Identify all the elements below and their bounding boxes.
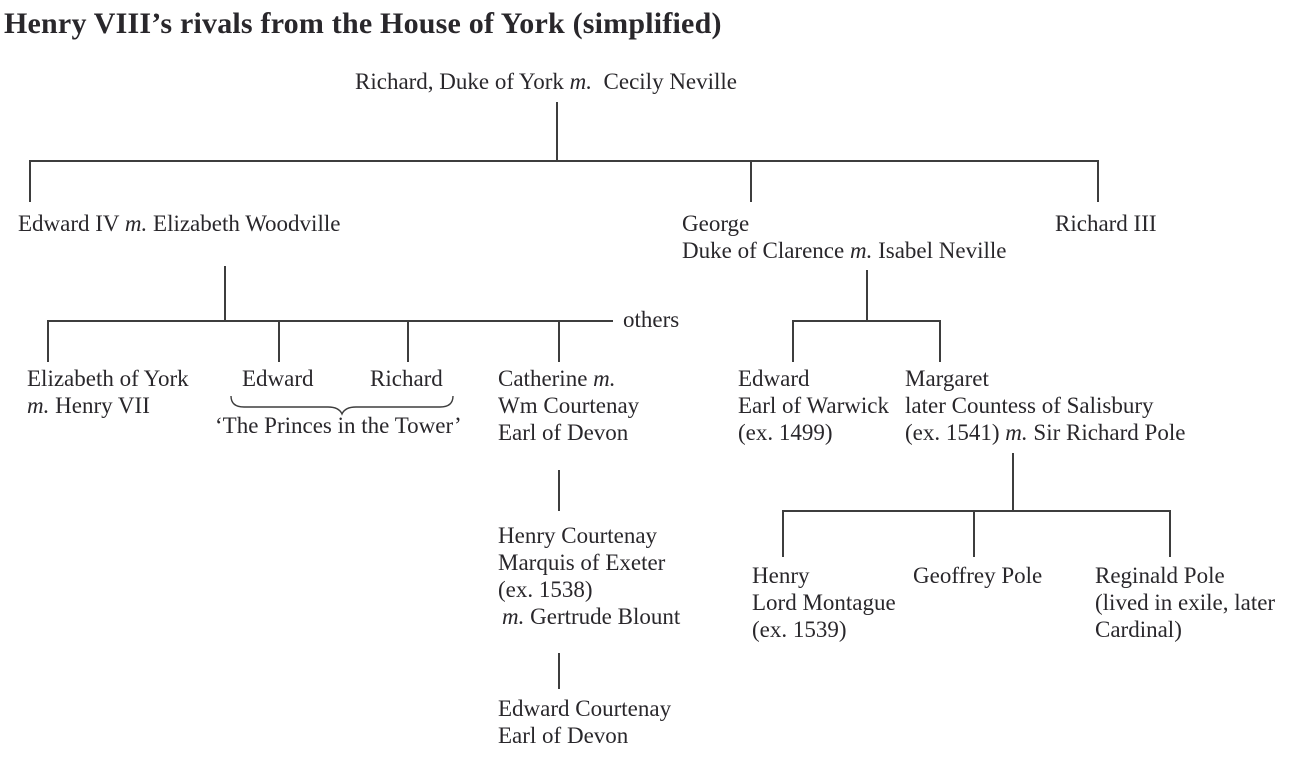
connector-line <box>556 102 558 161</box>
node-edward-earl-of-warwick: Edward Earl of Warwick (ex. 1499) <box>738 366 889 445</box>
node-henry-lord-montague: Henry Lord Montague (ex. 1539) <box>752 563 896 642</box>
connector-line <box>558 653 560 689</box>
connector-line <box>407 320 409 362</box>
label-others: others <box>623 307 680 332</box>
connector-line <box>1012 453 1014 511</box>
node-edward-courtenay: Edward Courtenay Earl of Devon <box>498 696 672 748</box>
connector-line <box>47 320 613 322</box>
connector-line <box>973 510 975 557</box>
node-elizabeth-of-york: Elizabeth of York m. Henry VII <box>27 366 189 418</box>
node-catherine: Catherine m. Wm Courtenay Earl of Devon <box>498 366 640 445</box>
connector-line <box>1169 510 1171 557</box>
node-henry-courtenay: Henry Courtenay Marquis of Exeter (ex. 1538) m. Gertrude Blount <box>498 523 681 629</box>
connector-line <box>558 470 560 511</box>
connector-line <box>278 320 280 362</box>
connector-line <box>750 160 752 202</box>
node-richard-duke-of-york: Richard, Duke of York m. Cecily Neville <box>355 69 738 94</box>
node-reginald-pole: Reginald Pole (lived in exile, later Cardinal) <box>1095 563 1276 642</box>
node-margaret-countess-of-salisbury: Margaret later Countess of Salisbury (ex. 1541) m. Sir Richard Pole <box>905 366 1186 445</box>
page-title: Henry VIII’s rivals from the House of York (simplified) <box>4 7 722 40</box>
node-geoffrey-pole: Geoffrey Pole <box>913 563 1043 588</box>
connector-line <box>866 270 868 321</box>
node-edward-prince: Edward <box>242 366 314 391</box>
label-princes-in-the-tower: ‘The Princes in the Tower’ <box>215 413 462 438</box>
connector-line <box>47 320 49 362</box>
node-george-duke-of-clarence: George Duke of Clarence m. Isabel Neville <box>682 211 1007 263</box>
connector-line <box>1097 160 1099 202</box>
node-edward-iv: Edward IV m. Elizabeth Woodville <box>18 211 341 236</box>
connector-line <box>792 320 794 362</box>
connector-line <box>558 320 560 362</box>
node-richard-iii: Richard III <box>1055 211 1157 236</box>
connector-line <box>29 160 1098 162</box>
connector-line <box>29 160 31 202</box>
node-richard-prince: Richard <box>370 366 443 391</box>
connector-line <box>782 510 1170 512</box>
connector-line <box>224 266 226 321</box>
connector-line <box>782 510 784 557</box>
connector-line <box>939 320 941 362</box>
connector-line <box>792 320 940 322</box>
